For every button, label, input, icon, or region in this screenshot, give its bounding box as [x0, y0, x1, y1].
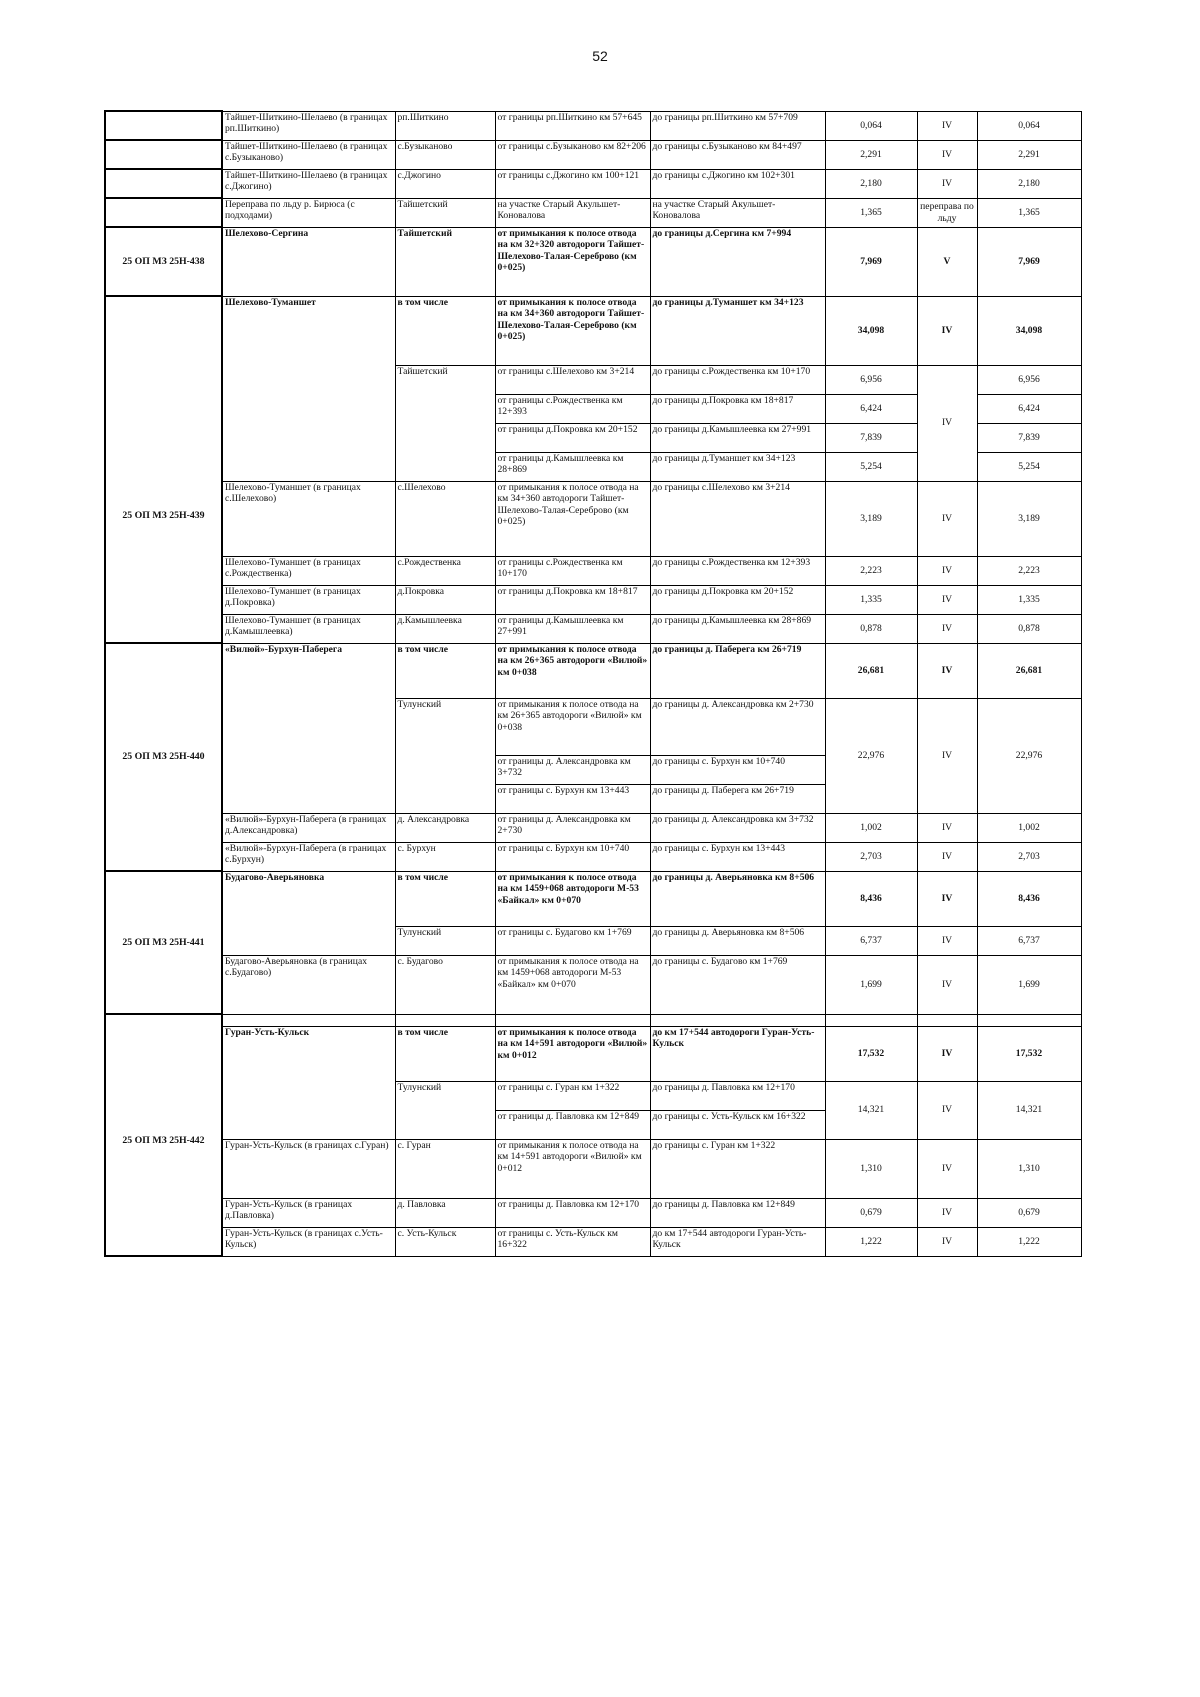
length-cell: 1,002: [825, 813, 917, 842]
to-cell: до границы д.Покровка км 20+152: [650, 585, 825, 614]
to-cell: до границы с.Рождественка км 12+393: [650, 556, 825, 585]
category-cell: IV: [917, 614, 977, 643]
category-cell: IV: [917, 698, 977, 813]
table-row: [105, 556, 1081, 585]
territory-cell: с.Бузыканово: [395, 140, 495, 169]
road-name-cell: Гуран-Усть-Кульск (в границах с.Усть-Кульск): [222, 1227, 395, 1256]
territory-cell: с.Шелехово: [395, 481, 495, 556]
from-cell: от границы д.Камышлеевка км 27+991: [495, 614, 650, 643]
road-code-cell: 25 ОП МЗ 25Н-442: [105, 1026, 222, 1256]
table-row: [105, 842, 1081, 871]
from-cell: от границы д.Камышлеевка км 28+869: [495, 452, 650, 481]
length-cell: 2,180: [825, 169, 917, 198]
length-cell: 6,737: [825, 926, 917, 955]
length-cell: 3,189: [825, 481, 917, 556]
road-name-cell: Тайшет-Шиткино-Шелаево (в границах с.Бузыканово): [222, 140, 395, 169]
category-cell: IV: [917, 813, 977, 842]
length-cell: 7,969: [825, 227, 917, 296]
length-cell: 0,679: [825, 1198, 917, 1227]
total-cell: 6,737: [977, 926, 1081, 955]
length-cell: 7,839: [825, 423, 917, 452]
territory-cell: в том числе: [395, 871, 495, 926]
table-row: [105, 296, 1081, 365]
category-cell: IV: [917, 871, 977, 926]
road-name-cell: Шелехово-Туманшет (в границах с.Рождественка): [222, 556, 395, 585]
total-cell: 1,335: [977, 585, 1081, 614]
category-cell: IV: [917, 1198, 977, 1227]
total-cell: 1,002: [977, 813, 1081, 842]
category-cell: IV: [917, 481, 977, 556]
roads-table: [104, 110, 1082, 1257]
from-cell: от границы с.Рождественка км 10+170: [495, 556, 650, 585]
to-cell: до границы с.Бузыканово км 84+497: [650, 140, 825, 169]
from-cell: от границы д. Александровка км 2+730: [495, 813, 650, 842]
from-cell: от границы д.Покровка км 18+817: [495, 585, 650, 614]
to-cell: до км 17+544 автодороги Гуран-Усть-Кульск: [650, 1026, 825, 1081]
total-cell: 2,223: [977, 556, 1081, 585]
total-cell: 7,969: [977, 227, 1081, 296]
from-cell: от примыкания к полосе отвода на км 14+591 автодороги «Вилюй» км 0+012: [495, 1139, 650, 1198]
total-cell: 8,436: [977, 871, 1081, 926]
road-name-cell: Тайшет-Шиткино-Шелаево (в границах рп.Шиткино): [222, 111, 395, 140]
code-cell: [105, 111, 222, 140]
to-cell: до границы с.Джогино км 102+301: [650, 169, 825, 198]
length-cell: 2,703: [825, 842, 917, 871]
category-cell: IV: [917, 585, 977, 614]
from-cell: от примыкания к полосе отвода на км 14+591 автодороги «Вилюй» км 0+012: [495, 1026, 650, 1081]
road-code-cell: 25 ОП МЗ 25Н-438: [105, 227, 222, 296]
to-cell: до границы с.Шелехово км 3+214: [650, 481, 825, 556]
length-cell: 2,291: [825, 140, 917, 169]
table-row: [105, 1026, 1081, 1081]
road-name-cell: «Вилюй»-Бурхун-Паберега: [222, 643, 395, 813]
from-cell: от границы д. Александровка км 3+732: [495, 755, 650, 784]
length-cell: 5,254: [825, 452, 917, 481]
from-cell: на участке Старый Акульшет-Коновалова: [495, 198, 650, 227]
territory-cell: с.Рождественка: [395, 556, 495, 585]
total-cell: 26,681: [977, 643, 1081, 698]
to-cell: до границы д. Павловка км 12+170: [650, 1081, 825, 1110]
to-cell: до границы д.Туманшет км 34+123: [650, 296, 825, 365]
territory-cell: Тайшетский: [395, 198, 495, 227]
to-cell: до границы д.Туманшет км 34+123: [650, 452, 825, 481]
from-cell: от примыкания к полосе отвода на км 32+320 автодороги Тайшет-Шелехово-Талая-Сереброво (км 0+025): [495, 227, 650, 296]
length-cell: 8,436: [825, 871, 917, 926]
territory-cell: рп.Шиткино: [395, 111, 495, 140]
table-row: [105, 140, 1081, 169]
total-cell: 14,321: [977, 1081, 1081, 1139]
length-cell: 0,064: [825, 111, 917, 140]
from-cell: от примыкания к полосе отвода на км 1459+068 автодороги М-53 «Байкал» км 0+070: [495, 871, 650, 926]
table-row: [105, 227, 1081, 296]
territory-cell: Тулунский: [395, 698, 495, 813]
from-cell: от примыкания к полосе отвода на км 34+360 автодороги Тайшет-Шелехово-Талая-Сереброво (км 0+025): [495, 481, 650, 556]
total-cell: 1,365: [977, 198, 1081, 227]
total-cell: 3,189: [977, 481, 1081, 556]
road-name-cell: Гуран-Усть-Кульск (в границах д.Павловка): [222, 1198, 395, 1227]
to-cell: до границы д.Камышлеевка км 27+991: [650, 423, 825, 452]
to-cell: до границы с. Бурхун км 13+443: [650, 842, 825, 871]
road-name-cell: Шелехово-Туманшет: [222, 296, 395, 481]
territory-cell: с. Бурхун: [395, 842, 495, 871]
category-cell: IV: [917, 1227, 977, 1256]
table-row: [105, 481, 1081, 556]
to-cell: до границы с.Рождественка км 10+170: [650, 365, 825, 394]
from-cell: от примыкания к полосе отвода на км 1459+068 автодороги М-53 «Байкал» км 0+070: [495, 955, 650, 1014]
length-cell: 34,098: [825, 296, 917, 365]
total-cell: 1,222: [977, 1227, 1081, 1256]
territory-cell: в том числе: [395, 296, 495, 365]
road-name-cell: Гуран-Усть-Кульск: [222, 1026, 395, 1139]
to-cell: до границы д. Паберега км 26+719: [650, 784, 825, 813]
road-name-cell: Шелехово-Туманшет (в границах д.Покровка): [222, 585, 395, 614]
territory-cell: д.Камышлеевка: [395, 614, 495, 643]
to-cell: до границы рп.Шиткино км 57+709: [650, 111, 825, 140]
total-cell: 6,956: [977, 365, 1081, 394]
road-code-cell: 25 ОП МЗ 25Н-439: [105, 296, 222, 643]
from-cell: от границы с. Бурхун км 13+443: [495, 784, 650, 813]
to-cell: до границы д.Сергина км 7+994: [650, 227, 825, 296]
territory-cell: с. Будагово: [395, 955, 495, 1014]
territory-cell: Тулунский: [395, 1081, 495, 1139]
to-cell: до границы д. Аверьяновка км 8+506: [650, 926, 825, 955]
road-name-cell: Шелехово-Туманшет (в границах д.Камышлеевка): [222, 614, 395, 643]
table-row: [105, 1227, 1081, 1256]
from-cell: от границы с.Бузыканово км 82+206: [495, 140, 650, 169]
category-cell: IV: [917, 1139, 977, 1198]
category-cell: IV: [917, 842, 977, 871]
category-cell: IV: [917, 1026, 977, 1081]
from-cell: от границы рп.Шиткино км 57+645: [495, 111, 650, 140]
length-cell: 1,365: [825, 198, 917, 227]
table-row: [105, 585, 1081, 614]
total-cell: 2,180: [977, 169, 1081, 198]
table-row: [105, 111, 1081, 140]
total-cell: 22,976: [977, 698, 1081, 813]
from-cell: от границы д.Покровка км 20+152: [495, 423, 650, 452]
length-cell: 6,956: [825, 365, 917, 394]
to-cell: до границы д. Паберега км 26+719: [650, 643, 825, 698]
table-row: [105, 169, 1081, 198]
to-cell: до границы с. Усть-Кульск км 16+322: [650, 1110, 825, 1139]
territory-cell: в том числе: [395, 643, 495, 698]
territory-cell: Тайшетский: [395, 365, 495, 481]
code-cell: [105, 169, 222, 198]
total-cell: 1,310: [977, 1139, 1081, 1198]
total-cell: 5,254: [977, 452, 1081, 481]
table-row: [105, 871, 1081, 926]
category-cell: переправа по льду: [917, 198, 977, 227]
to-cell: на участке Старый Акульшет-Коновалова: [650, 198, 825, 227]
category-cell: IV: [917, 926, 977, 955]
territory-cell: с.Джогино: [395, 169, 495, 198]
from-cell: от границы с. Бурхун км 10+740: [495, 842, 650, 871]
to-cell: до границы с. Будагово км 1+769: [650, 955, 825, 1014]
category-cell: IV: [917, 169, 977, 198]
length-cell: 1,335: [825, 585, 917, 614]
road-name-cell: Гуран-Усть-Кульск (в границах с.Гуран): [222, 1139, 395, 1198]
road-name-cell: Шелехово-Сергина: [222, 227, 395, 296]
road-name-cell: «Вилюй»-Бурхун-Паберега (в границах д.Александровка): [222, 813, 395, 842]
territory-cell: с. Гуран: [395, 1139, 495, 1198]
page-number: 52: [592, 48, 608, 64]
road-name-cell: «Вилюй»-Бурхун-Паберега (в границах с.Бурхун): [222, 842, 395, 871]
table-row: [105, 643, 1081, 698]
category-cell: IV: [917, 140, 977, 169]
to-cell: до границы д. Павловка км 12+849: [650, 1198, 825, 1227]
territory-cell: в том числе: [395, 1026, 495, 1081]
territory-cell: Тайшетский: [395, 227, 495, 296]
total-cell: 0,679: [977, 1198, 1081, 1227]
length-cell: 1,310: [825, 1139, 917, 1198]
to-cell: до границы д.Покровка км 18+817: [650, 394, 825, 423]
road-code-cell: 25 ОП МЗ 25Н-441: [105, 871, 222, 1014]
table-spacer-row: [105, 1014, 1081, 1026]
to-cell: до границы д. Александровка км 2+730: [650, 698, 825, 755]
length-cell: 1,699: [825, 955, 917, 1014]
road-name-cell: Будагово-Аверьяновка: [222, 871, 395, 955]
category-cell: IV: [917, 643, 977, 698]
total-cell: 2,291: [977, 140, 1081, 169]
from-cell: от границы д. Павловка км 12+849: [495, 1110, 650, 1139]
category-cell: IV: [917, 365, 977, 481]
to-cell: до границы д.Камышлеевка км 28+869: [650, 614, 825, 643]
table-row: [105, 1139, 1081, 1198]
from-cell: от границы д. Павловка км 12+170: [495, 1198, 650, 1227]
table-row: [105, 614, 1081, 643]
from-cell: от границы с. Будагово км 1+769: [495, 926, 650, 955]
road-name-cell: Тайшет-Шиткино-Шелаево (в границах с.Джогино): [222, 169, 395, 198]
territory-cell: Тулунский: [395, 926, 495, 955]
total-cell: 7,839: [977, 423, 1081, 452]
total-cell: 1,699: [977, 955, 1081, 1014]
from-cell: от примыкания к полосе отвода на км 26+365 автодороги «Вилюй» км 0+038: [495, 643, 650, 698]
to-cell: до км 17+544 автодороги Гуран-Усть-Кульск: [650, 1227, 825, 1256]
from-cell: от границы с. Гуран км 1+322: [495, 1081, 650, 1110]
length-cell: 1,222: [825, 1227, 917, 1256]
to-cell: до границы с. Гуран км 1+322: [650, 1139, 825, 1198]
table-row: [105, 198, 1081, 227]
to-cell: до границы с. Бурхун км 10+740: [650, 755, 825, 784]
total-cell: 17,532: [977, 1026, 1081, 1081]
from-cell: от границы с.Джогино км 100+121: [495, 169, 650, 198]
territory-cell: д. Павловка: [395, 1198, 495, 1227]
from-cell: от примыкания к полосе отвода на км 26+365 автодороги «Вилюй» км 0+038: [495, 698, 650, 755]
territory-cell: д. Александровка: [395, 813, 495, 842]
road-code-cell: 25 ОП МЗ 25Н-440: [105, 643, 222, 871]
table-row: [105, 955, 1081, 1014]
total-cell: 6,424: [977, 394, 1081, 423]
code-cell: [105, 198, 222, 227]
category-cell: V: [917, 227, 977, 296]
road-name-cell: Шелехово-Туманшет (в границах с.Шелехово): [222, 481, 395, 556]
total-cell: 0,878: [977, 614, 1081, 643]
total-cell: 34,098: [977, 296, 1081, 365]
from-cell: от границы с.Рождественка км 12+393: [495, 394, 650, 423]
to-cell: до границы д. Александровка км 3+732: [650, 813, 825, 842]
length-cell: 17,532: [825, 1026, 917, 1081]
territory-cell: д.Покровка: [395, 585, 495, 614]
category-cell: IV: [917, 955, 977, 1014]
category-cell: IV: [917, 296, 977, 365]
total-cell: 0,064: [977, 111, 1081, 140]
code-cell: [105, 140, 222, 169]
from-cell: от границы с. Усть-Кульск км 16+322: [495, 1227, 650, 1256]
length-cell: 14,321: [825, 1081, 917, 1139]
road-name-cell: Переправа по льду р. Бирюса (с подходами): [222, 198, 395, 227]
to-cell: до границы д. Аверьяновка км 8+506: [650, 871, 825, 926]
from-cell: от границы с.Шелехово км 3+214: [495, 365, 650, 394]
table-row: [105, 1198, 1081, 1227]
table-row: [105, 813, 1081, 842]
length-cell: 22,976: [825, 698, 917, 813]
category-cell: IV: [917, 556, 977, 585]
length-cell: 0,878: [825, 614, 917, 643]
territory-cell: с. Усть-Кульск: [395, 1227, 495, 1256]
total-cell: 2,703: [977, 842, 1081, 871]
category-cell: IV: [917, 111, 977, 140]
from-cell: от примыкания к полосе отвода на км 34+360 автодороги Тайшет-Шелехово-Талая-Сереброво (км 0+025): [495, 296, 650, 365]
length-cell: 6,424: [825, 394, 917, 423]
road-name-cell: Будагово-Аверьяновка (в границах с.Будагово): [222, 955, 395, 1014]
length-cell: 2,223: [825, 556, 917, 585]
length-cell: 26,681: [825, 643, 917, 698]
category-cell: IV: [917, 1081, 977, 1139]
